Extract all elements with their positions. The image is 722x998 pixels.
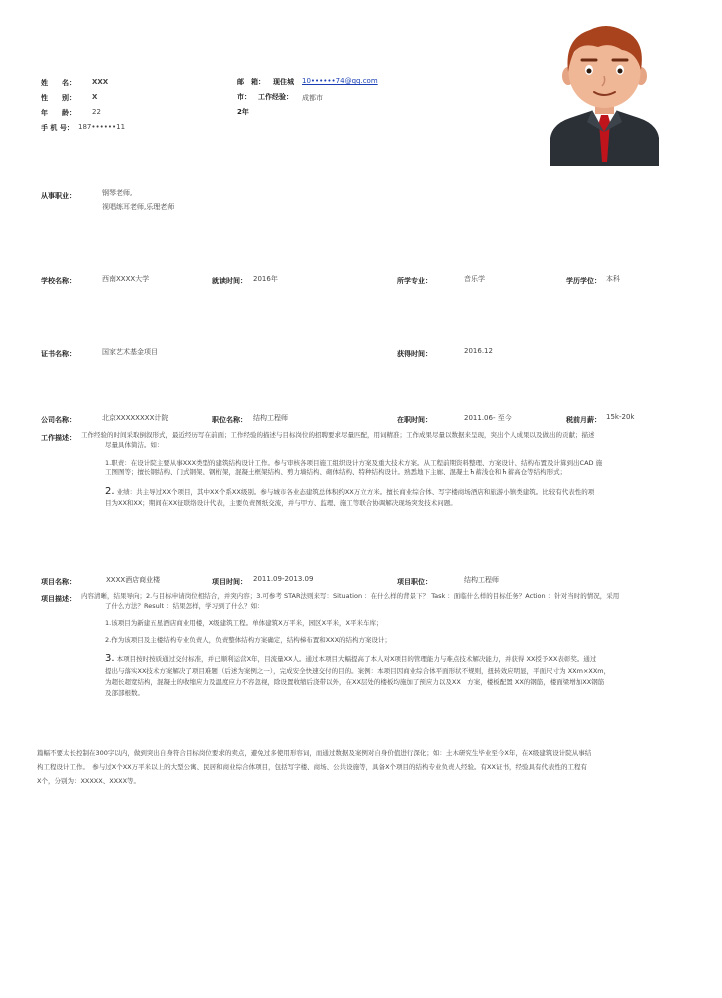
name-value: XXX [92, 78, 109, 86]
period-value: 2011.06- 至今 [464, 414, 512, 422]
summary-line1: 篇幅不要太长控制在300字以内，做到突出自身符合目标岗位要求的卖点，避免过多使用形容词，而通过数据及案例对自身价值进行深化；如：土木研究生毕业至今X年，在X级建筑设计院从事结 [37, 749, 592, 757]
city-label-2: 市： [237, 93, 251, 101]
project-name-label: 项目名称： [41, 578, 76, 586]
work-item2-line2: 目为XX和XX；期间在XX征联络设计代表，主要负责图纸交流，并与甲方、监理、施工等联合协调解决现场突发技术问题。 [105, 499, 457, 507]
job-intent-line1: 钢琴老师, [102, 189, 133, 197]
school-label: 学校名称： [41, 277, 76, 285]
city-label: 现住城 [273, 78, 294, 86]
project-desc-line1: 内容清晰，结果导向；2.与目标申请岗位相结合，并突内容；3.可参考 STAR法则来写：Situation ：在什么样的背景下？ Task ：面临什么样的目标任务？Action ：针对当时的情况，采用 [81, 592, 620, 600]
salary-value: 15k-20k [606, 413, 635, 421]
email-label: 邮 箱： [237, 78, 265, 86]
project-role-label: 项目职位： [397, 578, 432, 586]
age-value: 22 [92, 108, 101, 116]
project-desc-line2: 了什么方法？Result ：结果怎样，学习到了什么？如： [105, 602, 264, 610]
work-desc-line2: 尽量具体简洁。如： [105, 441, 164, 449]
avatar [548, 20, 661, 166]
project-time-label: 项目时间： [212, 578, 247, 586]
work-item1-line1: 1.职责：在设计院主要从事XXX类型的建筑结构设计工作。参与审核各项目施工组织设计方案及重大技术方案。从工程前期资料整理、方案设计、结构布置及计算到出CAD 施 [105, 459, 603, 467]
period-label: 在职时间： [397, 416, 432, 424]
job-intent-line2: 视唱练耳老师,乐理老师 [102, 203, 175, 211]
project-item3-line2: 提出与落实XX技术方案解决了项目难题（后述为案例之一），完成安全快速交付的目的。案例：本项目因商业综合体平面形状不规则，扭转效应明显，平面尺寸为 XXm×XXm， [105, 667, 611, 675]
certificate-time-value: 2016.12 [464, 347, 493, 355]
experience-label: 工作经验： [258, 93, 293, 101]
major-label: 所学专业： [397, 277, 432, 285]
avatar-icon [548, 20, 661, 166]
certificate-value: 国家艺术基金项目 [102, 348, 158, 356]
work-desc-label: 工作描述： [41, 434, 76, 442]
project-item1: 1.该项目为新建五星酒店商业用楼，X级建筑工程。单体建筑X万平米，园区X平米，X平米车库； [105, 619, 383, 627]
project-item2: 2.作为该项目及主楼结构专业负责人，负责整体结构方案确定，结构梯布置和XXX的结构方案设计； [105, 636, 392, 644]
certificate-time-label: 获得时间： [397, 350, 432, 358]
gender-value: X [92, 93, 98, 101]
degree-value: 本科 [606, 275, 620, 283]
degree-label: 学历学位： [566, 277, 601, 285]
concrete-symbol-icon-2: ♄ [501, 468, 508, 476]
project-name-value: XXXX酒店商业楼 [106, 576, 161, 584]
experience-value: 2年 [237, 108, 249, 116]
summary-line3: X个，分别为：XXXXX、XXXX等。 [37, 777, 141, 785]
age-label: 年 龄： [41, 109, 76, 117]
phone-label: 手 机 号： [41, 124, 74, 132]
city-value: 成都市 [302, 94, 323, 102]
job-intent-label: 从事职业： [41, 192, 76, 200]
work-desc-line1: 工作经验的时间采取倒叙形式，最近经历写在前面；工作经验的描述与目标岗位的招聘要求尽量匹配，用词精准；工作成果尽量以数据来呈现，突出个人成果以及做出的贡献；描述 [81, 431, 595, 439]
project-desc-label: 项目描述： [41, 595, 76, 603]
project-item3-line4: 及部部根数。 [105, 689, 144, 697]
salary-label: 税前月薪： [566, 416, 601, 424]
email-link[interactable]: 10••••••74@qq.com [302, 77, 378, 85]
project-role-value: 结构工程师 [464, 576, 499, 584]
certificate-label: 证书名称： [41, 350, 76, 358]
study-time-value: 2016年 [253, 275, 278, 283]
major-value: 音乐学 [464, 275, 485, 283]
name-label: 姓 名： [41, 79, 76, 87]
gender-label: 性 别： [41, 94, 76, 102]
summary-line2: 构工程设计工作。 参与过X个XX万平米以上的大型公寓、民居和商业综合体项目，包括写字楼、商场、公共设施等，具备X个项目的结构专业负责人经验。有XX证书，经验具有代表性的工程有 [37, 763, 587, 771]
school-value: 西南XXXX大学 [102, 275, 150, 283]
phone-value: 187••••••11 [78, 123, 126, 131]
company-label: 公司名称： [41, 416, 76, 424]
work-item2-line1: 2. 业绩：共主导过XX个项目，其中XX个系XX级别。参与城市各业态建筑总体积约XX万立方米。擅长商业综合体、写字楼商场酒店和旅游小镇类建筑。比较有代表性的项 [105, 486, 595, 497]
project-item3-line3: 为超长超宽结构，混凝土的收缩应力及温度应力不容忽视，除设置收缩后浇带以外，在XX层处的楼板均施加了预应力以及XX 方案，楼板配置 XX的钢筋，楼面梁增加XX钢筋 [105, 678, 605, 686]
project-item3-line1: 3. 本项目按时按质通过交付标准，并已顺利运营X年，目流量XX人。通过本项目大幅提高了本人对X项目的管理能力与难点技术解决能力，并获得 XX授予XX表彰奖。通过 [105, 653, 597, 664]
company-value: 北京XXXXXXXX计院 [102, 414, 169, 422]
study-time-label: 就读时间： [212, 277, 247, 285]
position-label: 职位名称： [212, 416, 247, 424]
position-value: 结构工程师 [253, 414, 288, 422]
concrete-symbol-icon: ♄ [469, 468, 476, 476]
project-time-value: 2011.09-2013.09 [253, 575, 314, 583]
work-item1-line2: 工图图等；擅长钢结构、门式钢架、钢桁架，混凝土框架结构、剪力墙结构、砌体结构、特种结构设计。熟悉地下主廊、混凝土♄蓄浅仓和♄蓄高仓等结构形式； [105, 468, 567, 476]
